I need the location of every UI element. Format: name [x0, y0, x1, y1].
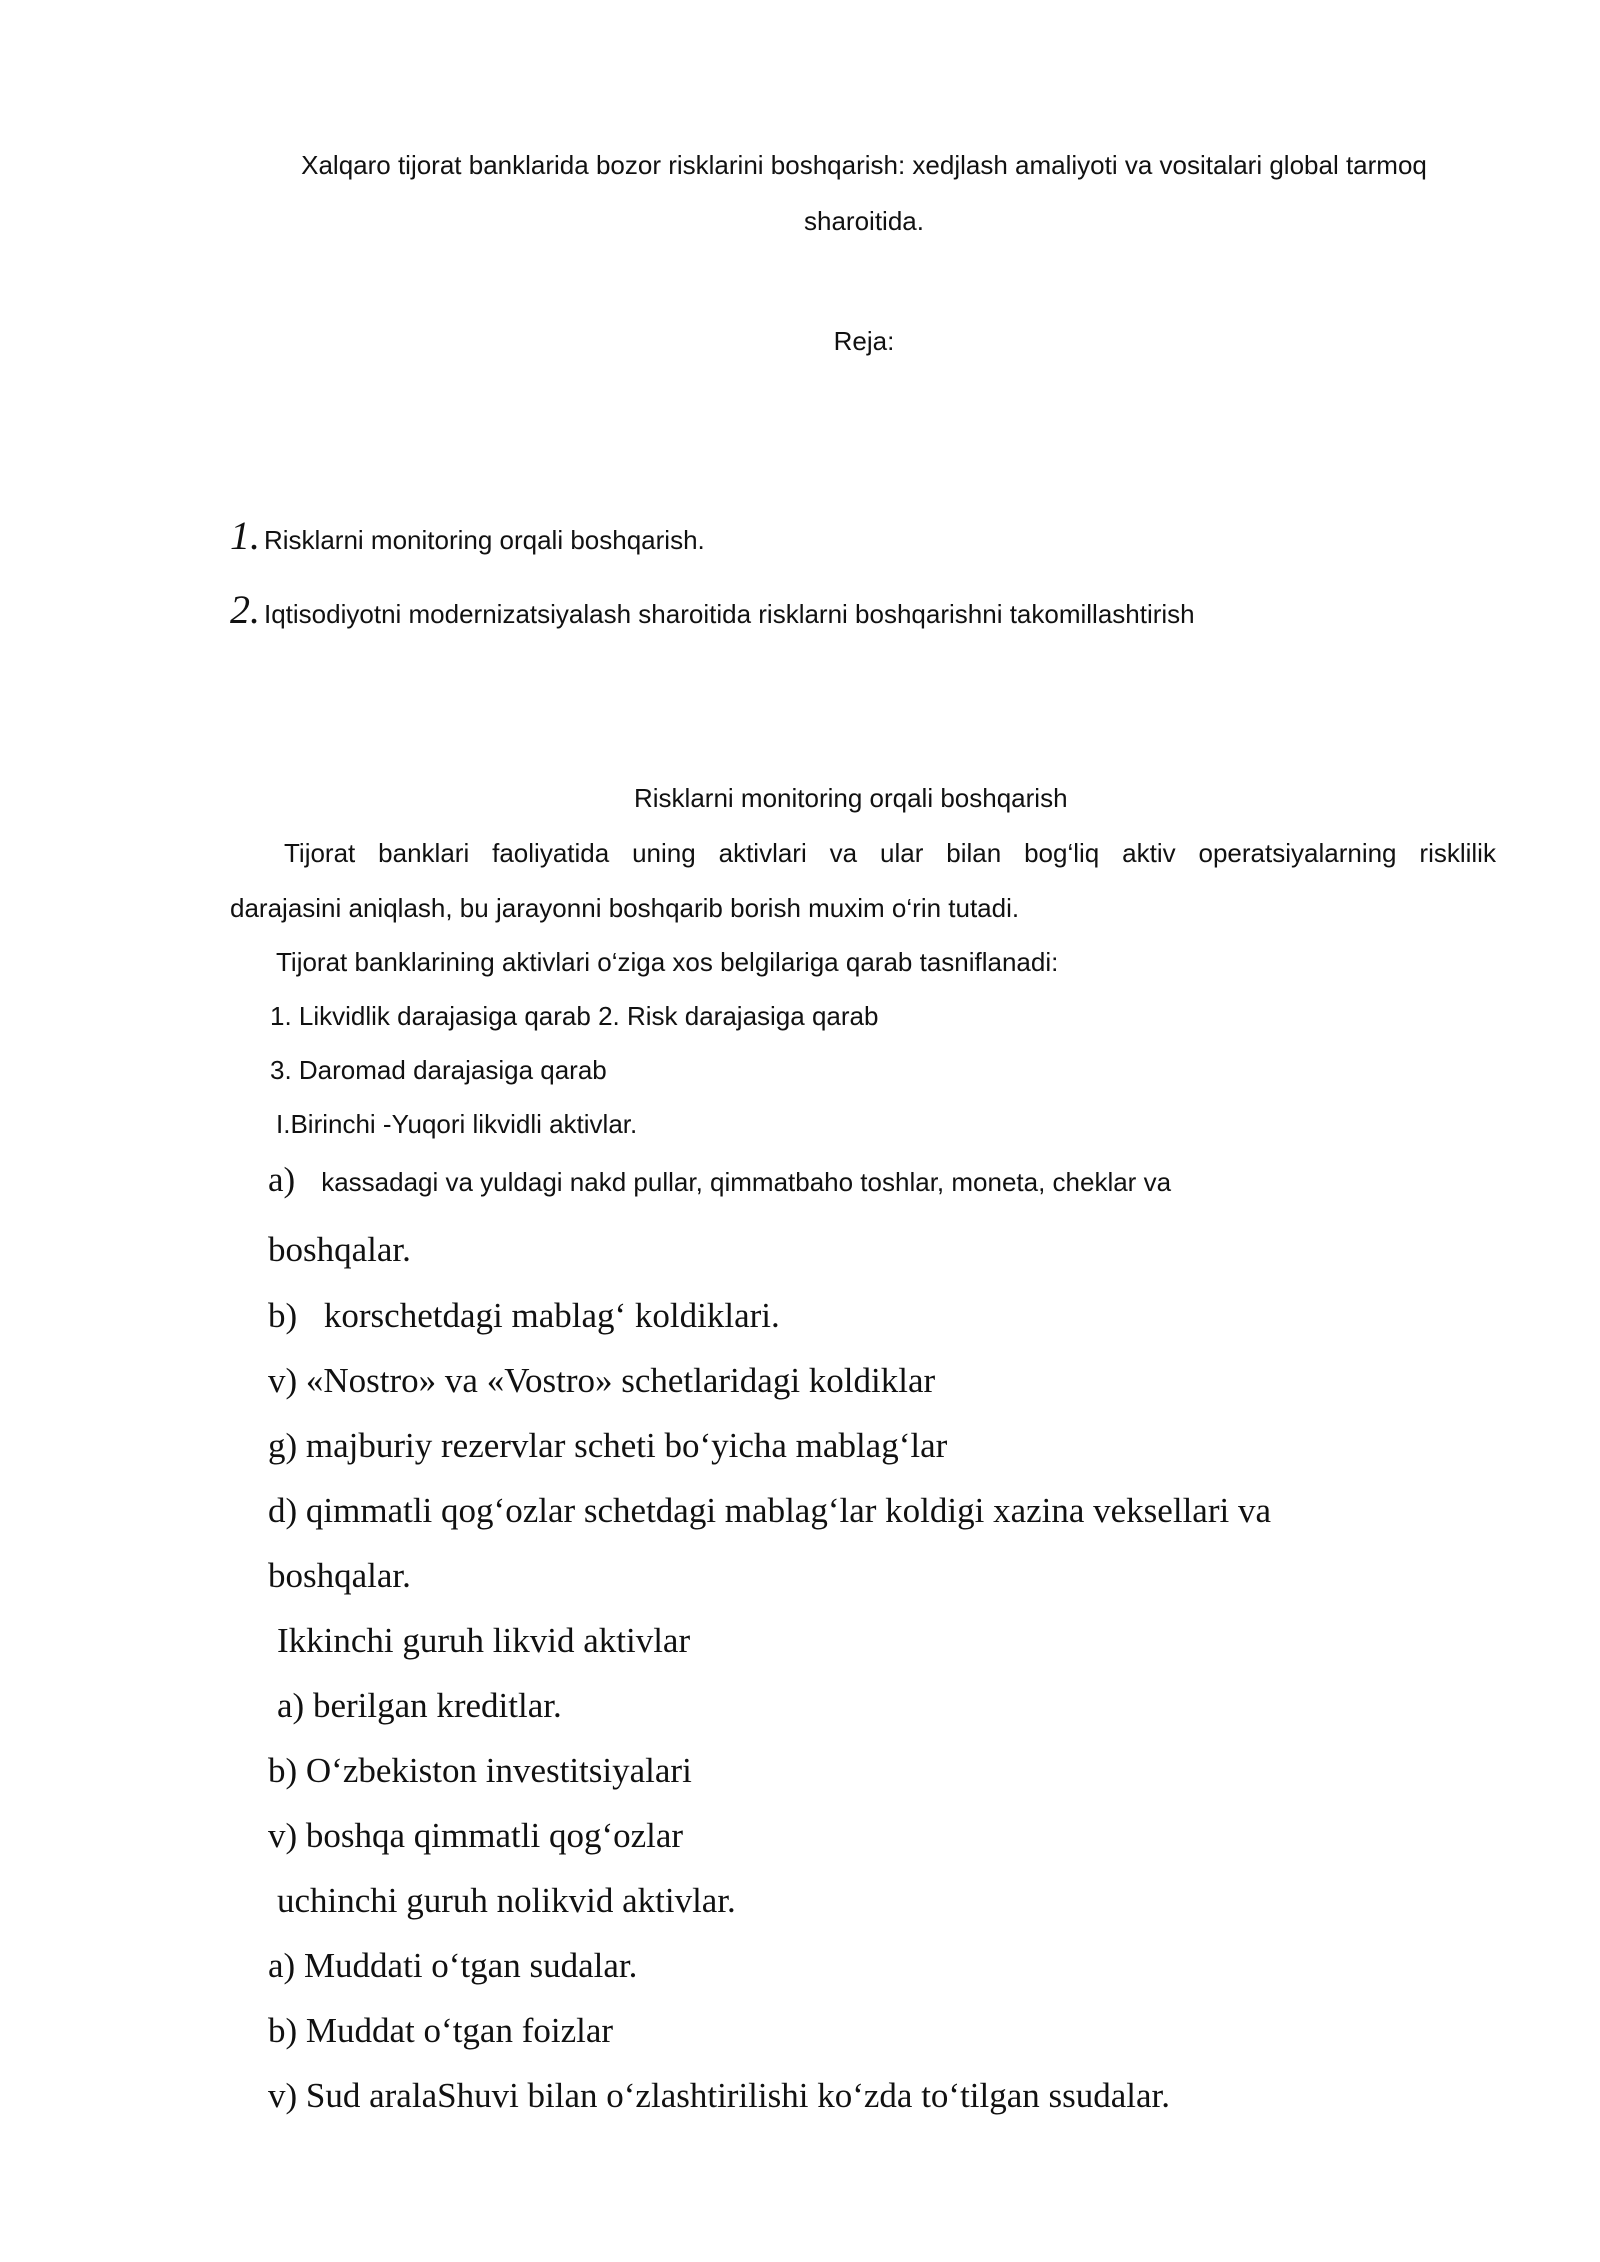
word: banklari: [378, 838, 470, 868]
word: aktivlari: [718, 838, 807, 868]
group-2-heading: Ikkinchi guruh likvid aktivlar: [277, 1621, 691, 1660]
word: Tijorat: [284, 838, 356, 868]
word: aktiv: [1122, 838, 1176, 868]
group-1-item-a-continuation: boshqalar.: [268, 1230, 411, 1269]
group-1-item-v: v) «Nostro» va «Vostro» schetlaridagi koldiklar: [268, 1361, 936, 1400]
group-1-item-d-continuation: boshqalar.: [268, 1556, 411, 1595]
group-3-item-v: v) Sud aralaShuvi bilan o‘zlashtirilishi ko‘zda to‘tilgan ssudalar.: [268, 2076, 1171, 2115]
plan-item-text: Iqtisodiyotni modernizatsiyalash sharoitida risklarni boshqarishni takomillashtirish: [264, 599, 1195, 629]
word: ular: [880, 838, 924, 868]
plan-item-1: [230, 512, 705, 559]
group-1-item-d: d) qimmatli qog‘ozlar schetdagi mablag‘lar koldigi xazina veksellari va: [268, 1491, 1271, 1530]
paragraph-1-line-1: [284, 838, 1496, 869]
word: faoliyatida: [492, 838, 610, 868]
word: bilan: [946, 838, 1002, 868]
group-1-item-g: g) majburiy rezervlar scheti bo‘yicha mablag‘lar: [268, 1426, 948, 1465]
group-1-heading: I.Birinchi -Yuqori likvidli aktivlar.: [276, 1109, 638, 1139]
plan-item-2: [230, 586, 1195, 633]
document-title-line-1: Xalqaro tijorat banklarida bozor risklarini boshqarish: xedjlash amaliyoti va vositalari global tarmoq: [301, 150, 1427, 180]
plan-item-text: Risklarni monitoring orqali boshqarish.: [264, 525, 705, 555]
paragraph-1-line-2: darajasini aniqlash, bu jarayonni boshqarib borish muxim o‘rin tutadi.: [230, 893, 1020, 923]
criteria-line-1: 1. Likvidlik darajasiga qarab 2. Risk darajasiga qarab: [270, 1001, 879, 1031]
list-item-text: kassadagi va yuldagi nakd pullar, qimmatbaho toshlar, moneta, cheklar va: [321, 1167, 1172, 1197]
list-marker: b): [268, 1296, 298, 1335]
group-3-item-a: a) Muddati o‘tgan sudalar.: [268, 1946, 638, 1985]
list-marker: a): [268, 1160, 296, 1199]
word: uning: [632, 838, 696, 868]
group-3-heading: uchinchi guruh nolikvid aktivlar.: [277, 1881, 736, 1920]
group-2-item-b: b) O‘zbekiston investitsiyalari: [268, 1751, 692, 1790]
paragraph-2: Tijorat banklarining aktivlari o‘ziga xos belgilariga qarab tasniflanadi:: [276, 947, 1059, 977]
word: operatsiyalarning: [1198, 838, 1397, 868]
list-item-text: korschetdagi mablag‘ koldiklari.: [323, 1296, 780, 1335]
group-1-item-a: [268, 1160, 1171, 1200]
document-title-line-2: sharoitida.: [804, 206, 924, 236]
group-3-item-b: b) Muddat o‘tgan foizlar: [268, 2011, 614, 2050]
word: risklilik: [1419, 838, 1496, 868]
criteria-line-2: 3. Daromad darajasiga qarab: [270, 1055, 607, 1085]
plan-item-number: 1.: [230, 513, 260, 558]
word: va: [829, 838, 858, 868]
group-2-item-a: a) berilgan kreditlar.: [277, 1686, 562, 1725]
section-heading: Risklarni monitoring orqali boshqarish: [634, 783, 1068, 813]
plan-label: Reja:: [833, 326, 895, 356]
group-2-item-v: v) boshqa qimmatli qog‘ozlar: [268, 1816, 684, 1855]
group-1-item-b: [268, 1296, 780, 1336]
word: bog‘liq: [1024, 838, 1100, 868]
plan-item-number: 2.: [230, 587, 260, 632]
